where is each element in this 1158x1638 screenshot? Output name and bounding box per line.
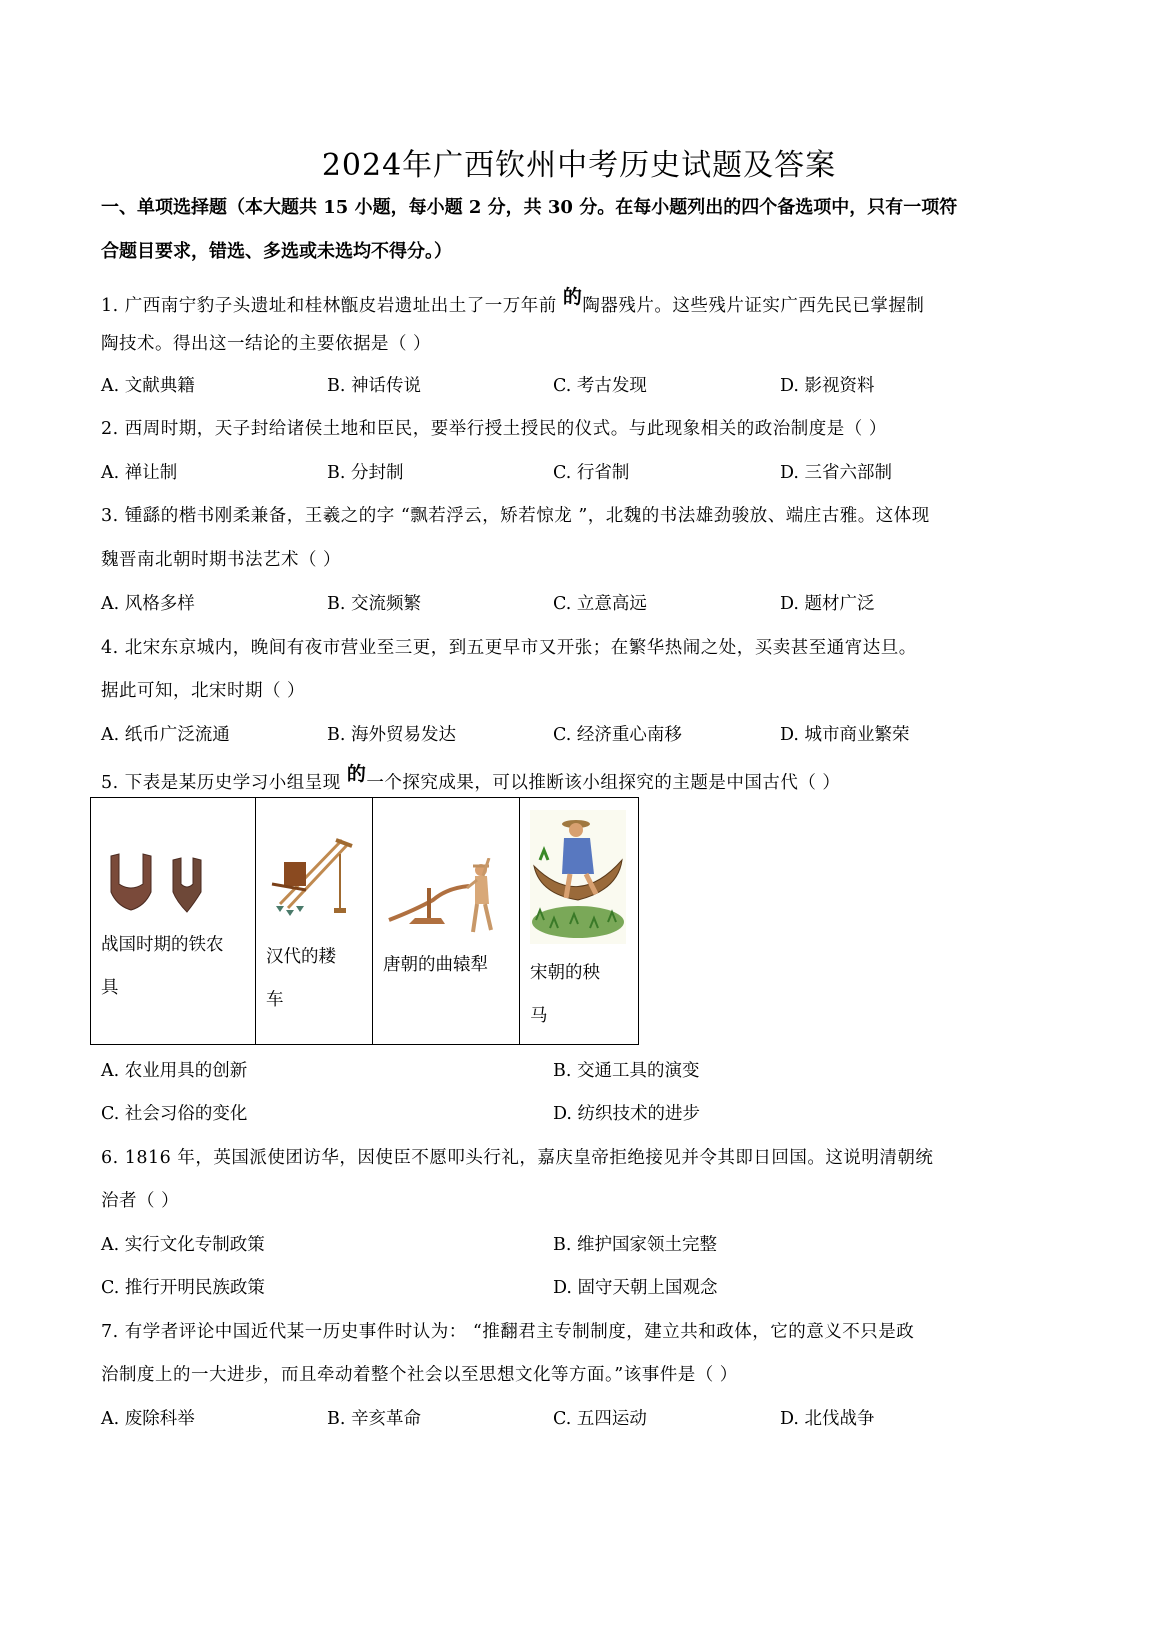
option-c[interactable]: C. 五四运动 xyxy=(553,1409,647,1429)
option-d[interactable]: D. 城市商业繁荣 xyxy=(780,725,910,745)
question-6-line1: 6. 1816 年，英国派使团访华，因使臣不愿叩头行礼，嘉庆皇帝拒绝接见并令其即日回国。这说明清朝统 xyxy=(101,1148,934,1168)
option-c[interactable]: C. 推行开明民族政策 xyxy=(101,1278,265,1298)
question-7-options xyxy=(101,1405,1041,1429)
question-4-options xyxy=(101,721,1041,745)
question-3-line1: 3. 锺繇的楷书刚柔兼备，王羲之的字 “飘若浮云，矫若惊龙 ”，北魏的书法雄劲骏放、端庄古雅。这体现 xyxy=(101,506,930,526)
option-a[interactable]: A. 实行文化专制政策 xyxy=(101,1235,265,1255)
option-b[interactable]: B. 辛亥革命 xyxy=(327,1409,421,1429)
question-4-line1: 4. 北宋东京城内，晚间有夜市营业至三更，到五更早市又开张；在繁华热闹之处，买卖甚至通宵达旦。 xyxy=(101,638,917,658)
table-cell-curved-plow xyxy=(373,798,520,1045)
option-a[interactable]: A. 纸币广泛流通 xyxy=(101,725,230,745)
option-a[interactable]: A. 禅让制 xyxy=(101,463,178,483)
option-b[interactable]: B. 分封制 xyxy=(327,463,404,483)
caption: 具 xyxy=(101,978,119,998)
option-d[interactable]: D. 纺织技术的进步 xyxy=(553,1104,701,1124)
table-cell-seed-drill xyxy=(256,798,373,1045)
question-3-options xyxy=(101,590,1041,614)
question-1-line2: 陶技术。得出这一结论的主要依据是（ ） xyxy=(101,334,432,354)
option-b[interactable]: B. 交通工具的演变 xyxy=(553,1061,700,1081)
question-7-line1: 7. 有学者评论中国近代某一历史事件时认为： “推翻君主专制制度，建立共和政体，它的意义不只是政 xyxy=(101,1322,915,1342)
page-title: 2024年广西钦州中考历史试题及答案 xyxy=(321,148,837,183)
question-6-options-row2 xyxy=(101,1274,1041,1298)
caption: 战国时期的铁农 xyxy=(101,935,224,955)
iron-farm-tools-image xyxy=(105,848,215,918)
seed-drill-image xyxy=(266,834,356,924)
option-b[interactable]: B. 神话传说 xyxy=(327,376,421,396)
option-a[interactable]: A. 文献典籍 xyxy=(101,376,195,396)
question-3-line2: 魏晋南北朝时期书法艺术（ ） xyxy=(101,550,342,570)
option-d[interactable]: D. 影视资料 xyxy=(780,376,875,396)
question-1-line1: 1. 广西南宁豹子头遗址和桂林甑皮岩遗址出土了一万年前 的陶器残片。这些残片证实广西先民已掌握制 xyxy=(101,286,925,316)
option-b[interactable]: B. 交流频繁 xyxy=(327,594,421,614)
question-6-line2: 治者（ ） xyxy=(101,1191,180,1211)
table-cell-iron-tools xyxy=(91,798,256,1045)
question-6-options-row1 xyxy=(101,1231,1041,1255)
question-4-line2: 据此可知，北宋时期（ ） xyxy=(101,681,306,701)
caption: 汉代的耧 xyxy=(266,947,336,967)
curved-shaft-plow-image xyxy=(385,858,507,938)
caption: 马 xyxy=(530,1006,548,1026)
option-d[interactable]: D. 固守天朝上国观念 xyxy=(553,1278,718,1298)
caption: 唐朝的曲辕犁 xyxy=(383,955,488,975)
option-b[interactable]: B. 维护国家领土完整 xyxy=(553,1235,717,1255)
question-5-table xyxy=(90,797,639,1045)
section-heading-line2: 合题目要求，错选、多选或未选均不得分。） xyxy=(101,241,452,262)
question-2-line1: 2. 西周时期，天子封给诸侯土地和臣民，要举行授土授民的仪式。与此现象相关的政治制度是（ ） xyxy=(101,419,887,439)
option-d[interactable]: D. 北伐战争 xyxy=(780,1409,875,1429)
question-5-options-row1 xyxy=(101,1057,1041,1081)
bold-mark: 的 xyxy=(562,286,583,308)
option-d[interactable]: D. 三省六部制 xyxy=(780,463,893,483)
question-5-options-row2 xyxy=(101,1100,1041,1124)
caption: 宋朝的秧 xyxy=(530,963,600,983)
question-7-line2: 治制度上的一大进步，而且牵动着整个社会以至思想文化等方面。”该事件是（ ） xyxy=(101,1365,738,1385)
question-2-options xyxy=(101,459,1041,483)
option-c[interactable]: C. 考古发现 xyxy=(553,376,647,396)
option-b[interactable]: B. 海外贸易发达 xyxy=(327,725,456,745)
question-1-options xyxy=(101,372,1041,396)
option-d[interactable]: D. 题材广泛 xyxy=(780,594,875,614)
table-cell-seedling-horse xyxy=(520,798,639,1045)
option-c[interactable]: C. 社会习俗的变化 xyxy=(101,1104,248,1124)
question-5-line1: 5. 下表是某历史学习小组呈现 的一个探究成果，可以推断该小组探究的主题是中国古代（ ） xyxy=(101,763,841,793)
option-a[interactable]: A. 风格多样 xyxy=(101,594,195,614)
caption: 车 xyxy=(266,990,284,1010)
option-a[interactable]: A. 废除科举 xyxy=(101,1409,195,1429)
option-c[interactable]: C. 行省制 xyxy=(553,463,630,483)
bold-mark: 的 xyxy=(346,763,367,785)
option-a[interactable]: A. 农业用具的创新 xyxy=(101,1061,248,1081)
section-heading-line1: 一、单项选择题（本大题共 15 小题，每小题 2 分，共 30 分。在每小题列出的四个备选项中，只有一项符 xyxy=(101,197,958,218)
rice-seedling-horse-image xyxy=(530,810,626,944)
option-c[interactable]: C. 立意高远 xyxy=(553,594,647,614)
option-c[interactable]: C. 经济重心南移 xyxy=(553,725,682,745)
